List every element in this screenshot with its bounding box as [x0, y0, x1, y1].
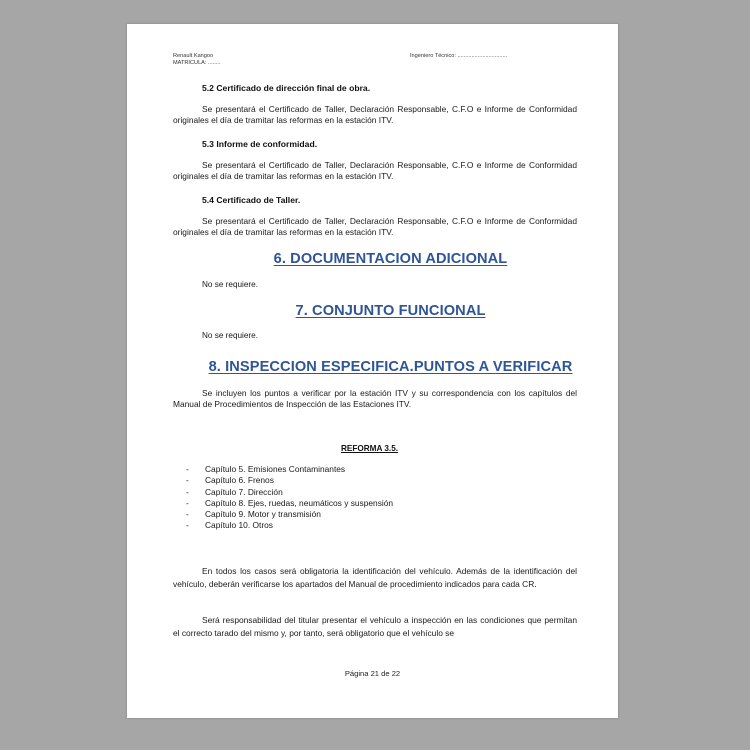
section-5-4-title: 5.4 Certificado de Taller.	[202, 195, 301, 205]
chapter-item: - Capítulo 8. Ejes, ruedas, neumáticos y suspensión	[186, 497, 394, 508]
document-page	[127, 24, 618, 718]
closing-paragraph-1: En todos los casos será obligatoria la identificación del vehículo. Además de la identificación del vehículo, deberán verificarse los apartados del Manual de procedimiento indicados para cada CR.	[173, 566, 577, 589]
chapter-item: - Capítulo 5. Emisiones Contaminantes	[186, 464, 346, 474]
closing-paragraph-2: Será responsabilidad del titular presentar el vehículo a inspección en las condiciones que permitan el correcto tarado del mismo y, por tanto, será obligatorio que el vehículo se	[173, 615, 577, 638]
section-5-2-text: Se presentará el Certificado de Taller, Declaración Responsable, C.F.O e Informe de Conformidad originales el día de tramitar las reformas en la estación ITV.	[173, 104, 577, 125]
heading-8: 8. INSPECCION ESPECIFICA.PUNTOS A VERIFICAR	[208, 359, 573, 375]
heading-6: 6. DOCUMENTACION ADICIONAL	[273, 251, 508, 267]
section-5-3-title: 5.3 Informe de conformidad.	[202, 139, 318, 149]
heading-8-text: Se incluyen los puntos a verificar por la estación ITV y su correspondencia con los capítulos del Manual de Procedimientos de Inspección de las Estaciones ITV.	[173, 388, 577, 409]
heading-7: 7. CONJUNTO FUNCIONAL	[295, 303, 486, 319]
heading-6-text: No se requiere.	[202, 280, 258, 289]
heading-7-text: No se requiere.	[202, 331, 258, 340]
section-5-3-text: Se presentará el Certificado de Taller, Declaración Responsable, C.F.O e Informe de Conformidad originales el día de tramitar las reformas en la estación ITV.	[173, 160, 577, 181]
chapter-list	[186, 464, 393, 532]
header-engineer: Ingeniero Técnico: ................................	[410, 53, 508, 59]
chapter-item: - Capítulo 7. Dirección	[186, 486, 283, 497]
page-number: Página 21 de 22	[344, 669, 401, 678]
chapter-item: - Capítulo 10. Otros	[186, 520, 273, 531]
section-5-4-text: Se presentará el Certificado de Taller, Declaración Responsable, C.F.O e Informe de Conformidad originales el día de tramitar las reformas en la estación ITV.	[173, 216, 577, 237]
header-left	[173, 53, 220, 67]
reforma-title: REFORMA 3.5.	[341, 444, 399, 453]
chapter-item: - Capítulo 9. Motor y transmisión	[186, 509, 321, 520]
header-matricula: MATRICULA: ........	[173, 60, 221, 66]
chapter-item: - Capítulo 6. Frenos	[186, 475, 274, 486]
header-vehicle: Renault Kangoo	[173, 53, 214, 59]
section-5-2-title: 5.2 Certificado de dirección final de obra.	[202, 83, 371, 93]
